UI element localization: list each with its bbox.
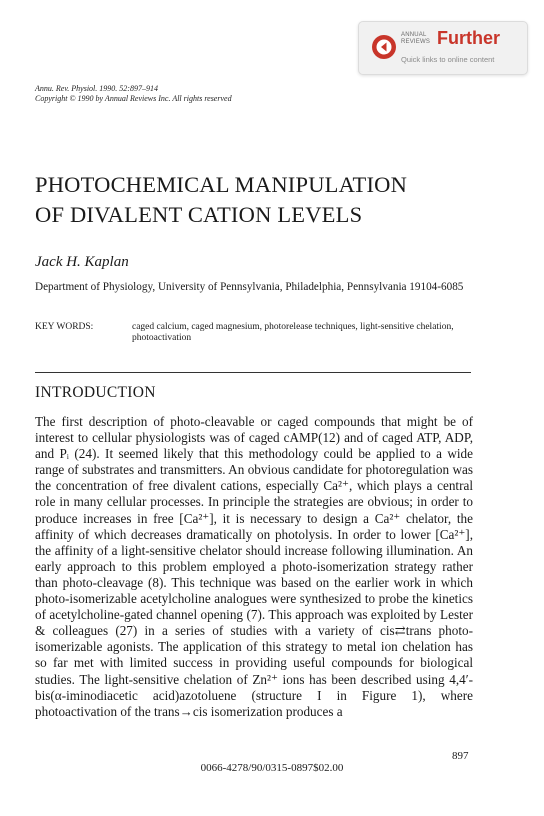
introduction-paragraph: The first description of photo-cleavable or caged compounds that might be of interest to cellular physiologists was of caged cAMP(12) and of caged ATP, ADP, and Pᵢ (24). It seemed likely that this methodology could be applied to a wide range of substrates and transmitters. An obvious candidate for photoregulation was the concentration of free divalent cations, especially Ca²⁺, which plays a central role in many cellular processes. In principle the strategies are obvious; in order to produce increases in free [Ca²⁺], it is necessary to design a Ca²⁺ chelator, the affinity of which decreases dramatically on photolysis. In order to lower [Ca²⁺], the affinity of a light-sensitive chelator should increase following illumination. An early approach to this problem employed a photo-isomerization strategy rather than photo-cleavage (8). This technique was based on the earlier work in which photo-isomerizable acetylcholine analogues were synthesized to probe the kinetics of acetylcholine-gated channel opening (7). This approach was exploited by Lester & colleagues (27) in a series of studies with a variety of cis⇄trans photo-isomerizable agonists. The application of this strategy to metal ion chelation has so far met with limited success in providing useful compounds for biological studies. The light-sensitive chelation of Zn²⁺ ions has been described using 4,4′-bis(α-iminodiacetic acid)azotoluene (structure I in Figure 1), where photoactivation of the trans→cis isomerization produces a: [35, 414, 473, 719]
banner-annual-text: ANNUAL: [401, 32, 427, 38]
banner-further-text: Further: [437, 28, 500, 48]
citation-line-2: Copyright © 1990 by Annual Reviews Inc. All rights reserved: [35, 94, 232, 103]
author-name: Jack H. Kaplan: [35, 254, 129, 270]
annual-reviews-logo-icon: [371, 34, 397, 60]
section-heading-introduction: INTRODUCTION: [35, 384, 156, 401]
page-number: 897: [452, 750, 469, 762]
citation-line-1: Annu. Rev. Physiol. 1990. 52:897–914: [35, 84, 158, 93]
keywords-label: KEY WORDS:: [35, 322, 94, 332]
keywords-list: caged calcium, caged magnesium, photorelease techniques, light-sensitive chelation, photoactivation: [132, 322, 454, 343]
article-title-line-2: OF DIVALENT CATION LEVELS: [35, 202, 363, 227]
annual-reviews-wordmark: [401, 32, 437, 46]
introduction-body: [35, 414, 473, 720]
article-title-line-1: PHOTOCHEMICAL MANIPULATION: [35, 172, 408, 197]
author-affiliation: Department of Physiology, University of Pennsylvania, Philadelphia, Pennsylvania 19104-6085: [35, 281, 464, 293]
annual-reviews-further-banner[interactable]: [358, 21, 528, 75]
section-divider: [35, 372, 471, 373]
article-code: 0066-4278/90/0315-0897$02.00: [200, 762, 344, 774]
banner-quick-links-text: Quick links to online content: [401, 55, 495, 64]
banner-reviews-text: REVIEWS: [401, 39, 431, 45]
journal-citation: [35, 84, 232, 104]
article-title: [35, 170, 407, 230]
